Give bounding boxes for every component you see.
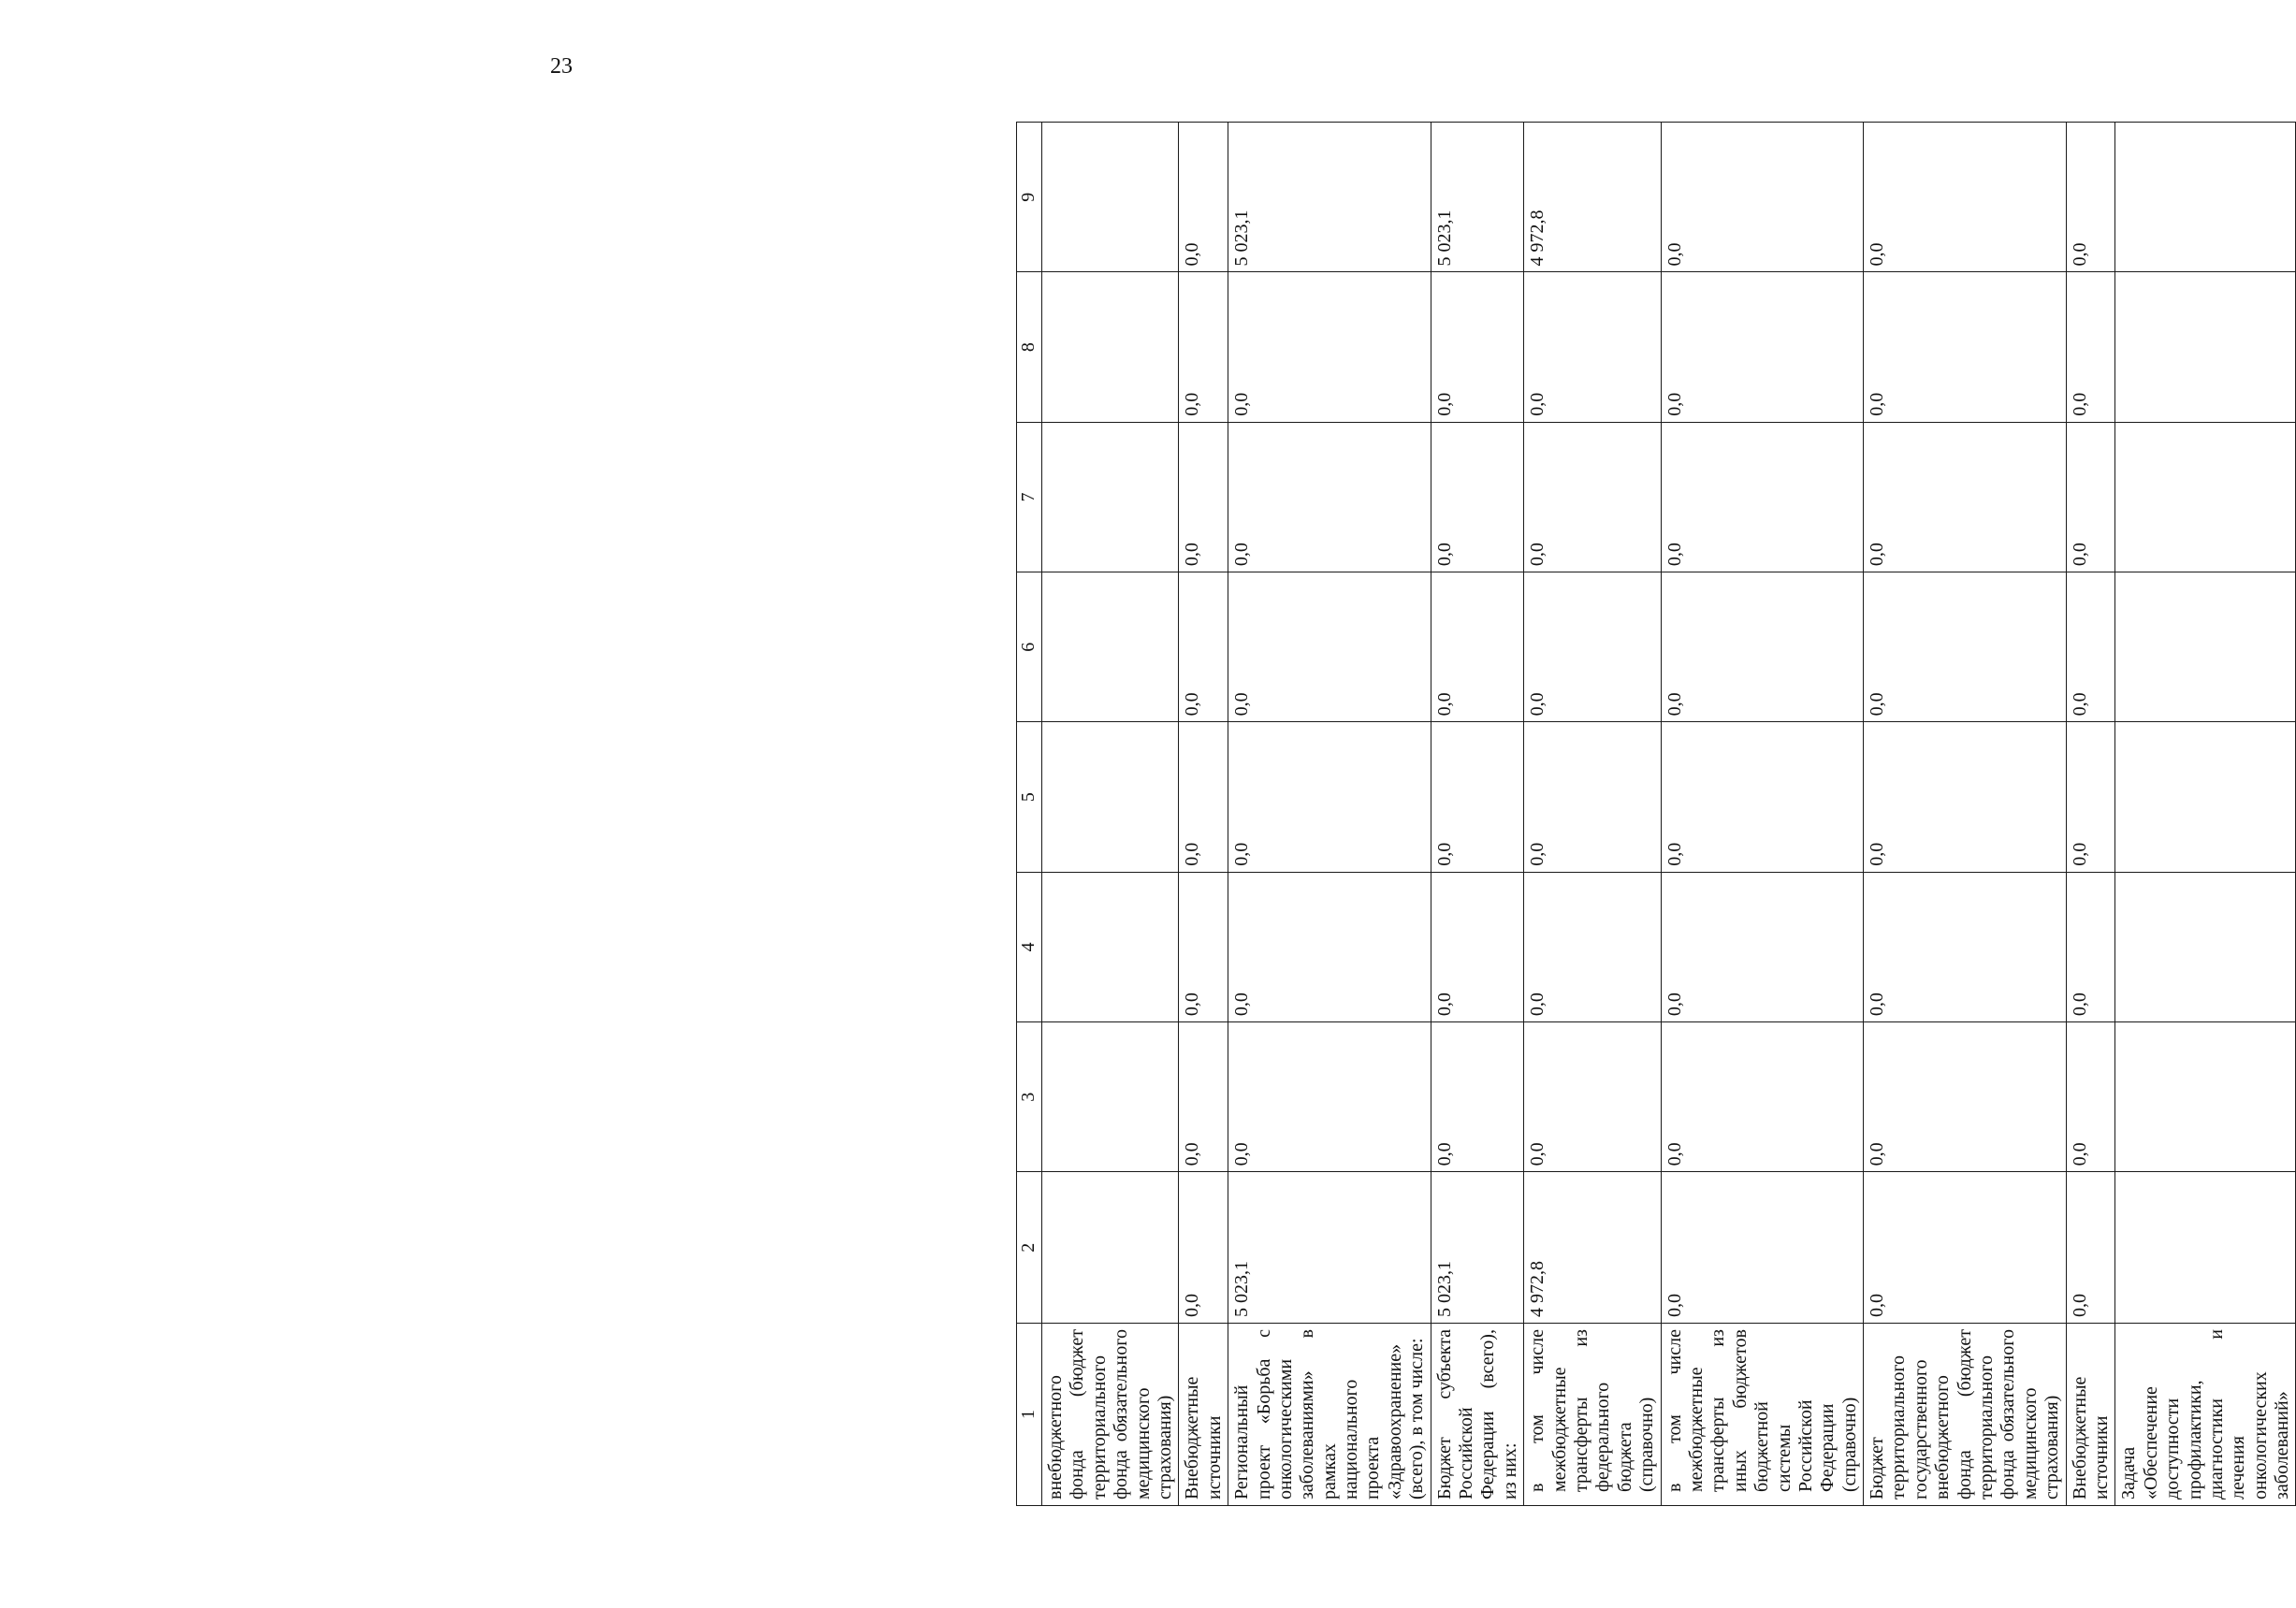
cell-value: 0,0 — [1431, 872, 1524, 1021]
page-number: 23 — [550, 54, 573, 79]
cell-value — [1042, 872, 1179, 1021]
cell-value: 5 023,1 — [1228, 123, 1431, 272]
cell-value: 0,0 — [1864, 872, 2067, 1021]
cell-value: 0,0 — [1228, 572, 1431, 722]
cell-value — [2115, 272, 2296, 422]
cell-value: 0,0 — [1228, 422, 1431, 572]
cell-value: 0,0 — [1228, 272, 1431, 422]
column-header: 3 — [1017, 1022, 1042, 1172]
cell-value — [2115, 422, 2296, 572]
cell-value: 0,0 — [1661, 1172, 1864, 1324]
cell-value — [2115, 1022, 2296, 1172]
cell-value: 0,0 — [1228, 872, 1431, 1021]
table-row — [1661, 123, 1864, 1506]
row-label: в том числе межбюджетные трансферты из федерального бюджета (справочно) — [1524, 1324, 1661, 1506]
cell-value: 0,0 — [1179, 1022, 1228, 1172]
cell-value: 5 023,1 — [1431, 123, 1524, 272]
cell-value: 0,0 — [1179, 722, 1228, 872]
column-header: 7 — [1017, 422, 1042, 572]
row-label: Внебюджетные источники — [2066, 1324, 2115, 1506]
cell-value — [1042, 123, 1179, 272]
cell-value: 0,0 — [1864, 422, 2067, 572]
column-header: 9 — [1017, 123, 1042, 272]
cell-value: 4 972,8 — [1524, 123, 1661, 272]
cell-value: 0,0 — [1524, 872, 1661, 1021]
cell-value: 0,0 — [1661, 572, 1864, 722]
rotated-table-container — [1016, 122, 2293, 1506]
table-body — [1042, 123, 2296, 1506]
cell-value: 0,0 — [1179, 123, 1228, 272]
table-row — [1524, 123, 1661, 1506]
cell-value: 0,0 — [2066, 722, 2115, 872]
cell-value: 0,0 — [2066, 422, 2115, 572]
cell-value — [2115, 722, 2296, 872]
column-header: 5 — [1017, 722, 1042, 872]
cell-value: 0,0 — [1524, 722, 1661, 872]
cell-value: 0,0 — [2066, 272, 2115, 422]
column-header: 1 — [1017, 1324, 1042, 1506]
cell-value: 0,0 — [1864, 572, 2067, 722]
column-header: 8 — [1017, 272, 1042, 422]
cell-value — [2115, 123, 2296, 272]
row-label: Бюджет территориального государственного внебюджетного фонда (бюджет территориального фонда обязательного медицинского страхования) — [1864, 1324, 2067, 1506]
column-header: 6 — [1017, 572, 1042, 722]
cell-value — [1042, 422, 1179, 572]
cell-value — [1042, 272, 1179, 422]
cell-value: 0,0 — [1864, 272, 2067, 422]
column-header: 4 — [1017, 872, 1042, 1021]
cell-value — [2115, 872, 2296, 1021]
cell-value: 0,0 — [1179, 1172, 1228, 1324]
row-label: Бюджет субъекта Российской Федерации (всего), из них: — [1431, 1324, 1524, 1506]
table-row — [1228, 123, 1431, 1506]
cell-value: 0,0 — [1524, 272, 1661, 422]
cell-value: 0,0 — [2066, 1172, 2115, 1324]
cell-value: 0,0 — [1431, 272, 1524, 422]
cell-value: 0,0 — [1661, 722, 1864, 872]
cell-value: 5 023,1 — [1431, 1172, 1524, 1324]
cell-value: 0,0 — [1431, 1022, 1524, 1172]
cell-value: 0,0 — [2066, 872, 2115, 1021]
column-header: 2 — [1017, 1172, 1042, 1324]
cell-value: 0,0 — [1228, 722, 1431, 872]
row-label: внебюджетного фонда (бюджет территориального фонда обязательного медицинского страхования) — [1042, 1324, 1179, 1506]
cell-value: 0,0 — [1661, 1022, 1864, 1172]
cell-value: 4 972,8 — [1524, 1172, 1661, 1324]
cell-value: 0,0 — [1431, 722, 1524, 872]
cell-value — [1042, 722, 1179, 872]
cell-value: 0,0 — [1864, 1022, 2067, 1172]
table-row — [1431, 123, 1524, 1506]
cell-value — [2115, 572, 2296, 722]
cell-value: 0,0 — [1179, 872, 1228, 1021]
row-label: Внебюджетные источники — [1179, 1324, 1228, 1506]
cell-value: 0,0 — [1179, 422, 1228, 572]
cell-value: 0,0 — [1661, 123, 1864, 272]
cell-value: 0,0 — [1661, 872, 1864, 1021]
row-label: в том числе межбюджетные трансферты из иных бюджетов бюджетной системы Российской Федерации (справочно) — [1661, 1324, 1864, 1506]
cell-value: 0,0 — [1661, 422, 1864, 572]
budget-table — [1016, 122, 2296, 1506]
cell-value: 0,0 — [1179, 572, 1228, 722]
row-label: Региональный проект «Борьба с онкологическими заболеваниями» в рамках национального проекта «Здравоохранение» (всего), в том числе: — [1228, 1324, 1431, 1506]
cell-value: 0,0 — [1864, 722, 2067, 872]
cell-value: 5 023,1 — [1228, 1172, 1431, 1324]
cell-value: 0,0 — [1661, 272, 1864, 422]
cell-value — [2115, 1172, 2296, 1324]
cell-value: 0,0 — [1524, 1022, 1661, 1172]
cell-value: 0,0 — [1524, 572, 1661, 722]
cell-value: 0,0 — [1179, 272, 1228, 422]
row-label: Задача «Обеспечение доступности профилактики, диагностики и лечения онкологических заболеваний» — [2115, 1324, 2296, 1506]
table-header-row — [1017, 123, 1042, 1506]
cell-value — [1042, 1022, 1179, 1172]
cell-value: 0,0 — [1431, 422, 1524, 572]
table-row — [1042, 123, 1179, 1506]
cell-value: 0,0 — [1228, 1022, 1431, 1172]
table-row — [1864, 123, 2067, 1506]
cell-value: 0,0 — [1864, 1172, 2067, 1324]
table-row — [2115, 123, 2296, 1506]
cell-value: 0,0 — [2066, 572, 2115, 722]
cell-value: 0,0 — [2066, 123, 2115, 272]
cell-value: 0,0 — [1431, 572, 1524, 722]
table-row — [1179, 123, 1228, 1506]
cell-value: 0,0 — [2066, 1022, 2115, 1172]
cell-value — [1042, 572, 1179, 722]
cell-value: 0,0 — [1864, 123, 2067, 272]
cell-value: 0,0 — [1524, 422, 1661, 572]
table-row — [2066, 123, 2115, 1506]
cell-value — [1042, 1172, 1179, 1324]
